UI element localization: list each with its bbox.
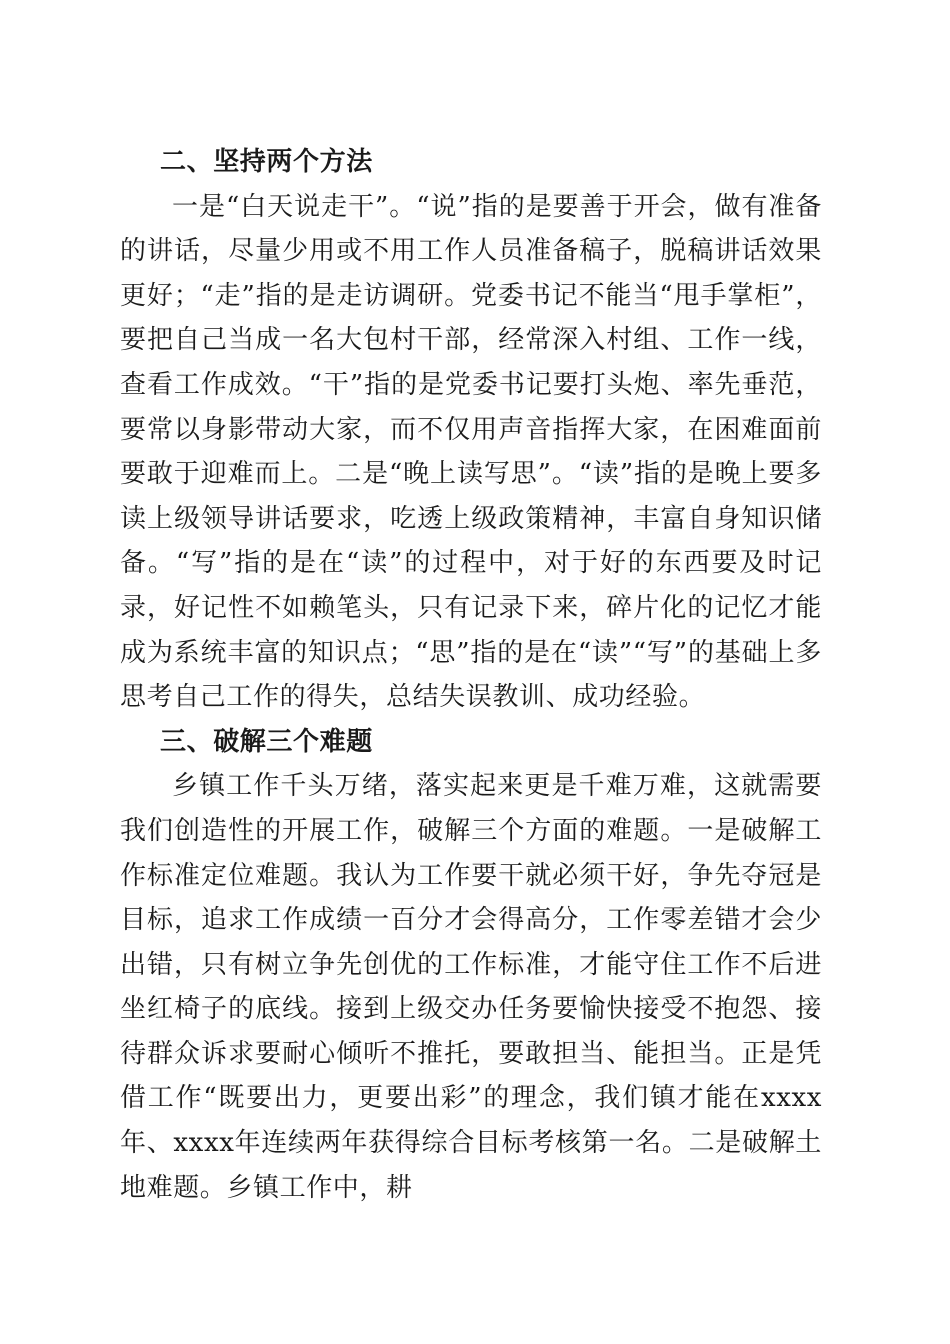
section-heading-problems: 三、破解三个难题 (160, 726, 373, 757)
section-heading-methods: 二、坚持两个方法 (160, 147, 373, 177)
paragraph-methods: 一是“白天说走干”。“说”指的是要善于开会，做有准备的讲话，尽量少用或不用工作人员准备稿子，脱稿讲话效果更好；“走”指的是走访调研。党委书记不能当“甩手掌柜”，要把自己当成一名大包村干部，经常深入村组、工作一线，查看工作成效。“干”指的是党委书记要打头炮、率先垂范，要常以身影带动大家，而不仅用声音指挥大家，在困难面前要敢于迎难而上。二是“晚上读写思”。“读”指的是晚上要多读上级领导讲话要求，吃透上级政策精神，丰富自身知识储备。“写”指的是在“读”的过程中，对于好的东西要及时记录，好记性不如赖笔头，只有记录下来，碎片化的记忆才能成为系统丰富的知识点；“思”指的是在“读”“写”的基础上多思考自己工作的得失，总结失误教训、成功经验。 (120, 191, 822, 713)
paragraph-problems: 乡镇工作千头万绪，落实起来更是千难万难，这就需要我们创造性的开展工作，破解三个方面的难题。一是破解工作标准定位难题。我认为工作要干就必须干好，争先夺冠是目标，追求工作成绩一百分才会得高分，工作零差错才会少出错，只有树立争先创优的工作标准，才能守住工作不后进坐红椅子的底线。接到上级交办任务要愉快接受不抱怨、接待群众诉求要耐心倾听不推托，要敢担当、能担当。正是凭借工作“既要出力，更要出彩”的理念，我们镇才能在xxxx年、xxxx年连续两年获得综合目标考核第一名。二是破解土地难题。乡镇工作中，耕 (120, 771, 822, 1203)
document-body (120, 140, 822, 1210)
